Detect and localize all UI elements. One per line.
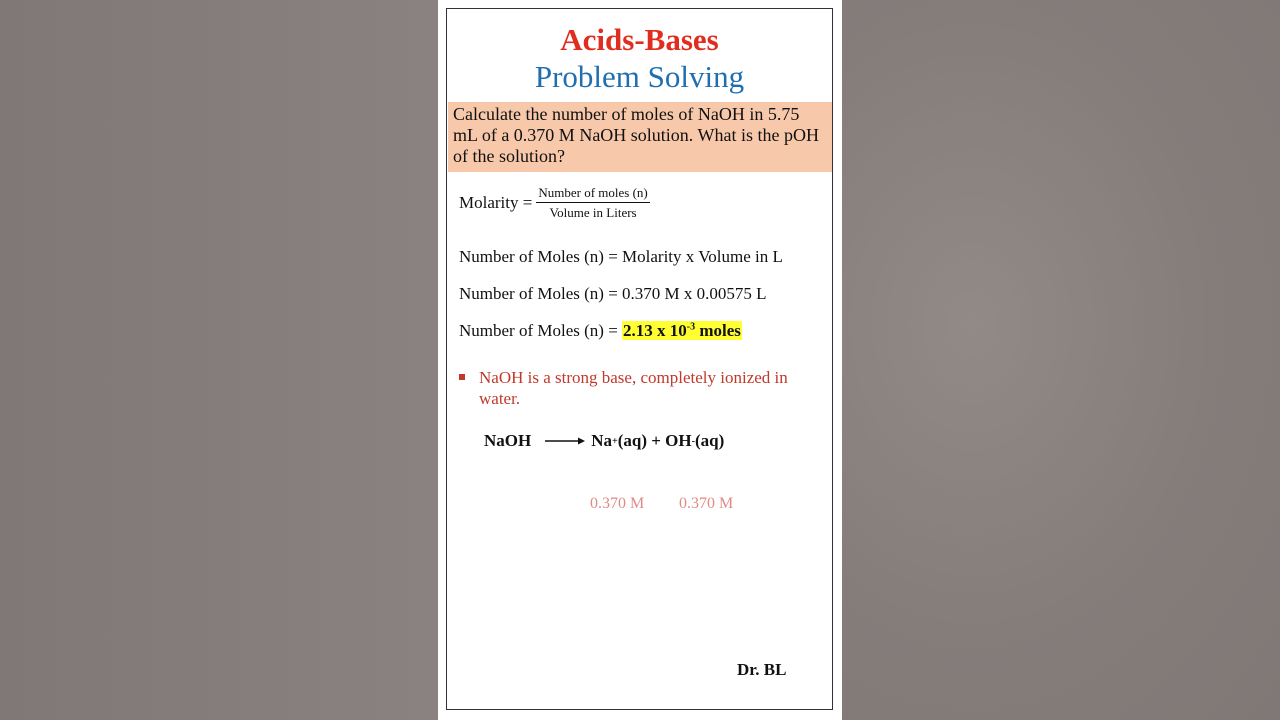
step-3 [459,321,742,341]
question-box: Calculate the number of moles of NaOH in 5.75 mL of a 0.370 M NaOH solution. What is the pOH of the solution? [448,102,832,172]
formula-denominator: Volume in Liters [549,205,637,220]
product-oh: (aq) + OH [617,431,692,450]
bullet-square-icon [459,374,465,380]
background-left [0,0,438,720]
reactant: NaOH [484,431,532,450]
note-bullet [459,367,819,409]
na-concentration: 0.370 M [590,495,645,512]
molarity-formula [459,185,650,220]
na-charge: + [612,435,618,447]
note-text: NaOH is a strong base, completely ionized in water. [479,368,788,408]
product-na: Na [591,431,613,450]
author-signature: Dr. BL [737,660,787,679]
step-1: Number of Moles (n) = Molarity x Volume in L [459,247,783,266]
formula-numerator: Number of moles (n) [536,185,649,203]
answer-highlight [622,321,742,340]
slide [446,8,833,710]
oh-concentration: 0.370 M [679,495,734,512]
answer-unit: moles [695,321,741,340]
slide-title: Acids-Bases [560,22,719,57]
step-3-prefix: Number of Moles (n) = [459,321,623,340]
slide-subtitle: Problem Solving [534,59,745,94]
step-2: Number of Moles (n) = 0.370 M x 0.00575 L [459,284,767,303]
answer-base: 2.13 x 10 [623,321,687,340]
dissociation-equation [484,431,724,451]
oh-charge: - [691,435,695,447]
oh-state: (aq) [694,431,725,450]
background-right [840,0,1280,720]
formula-fraction [536,185,649,220]
reaction-arrow-icon [545,435,585,447]
formula-lhs: Molarity = [459,192,533,212]
answer-exponent: -3 [686,321,696,333]
